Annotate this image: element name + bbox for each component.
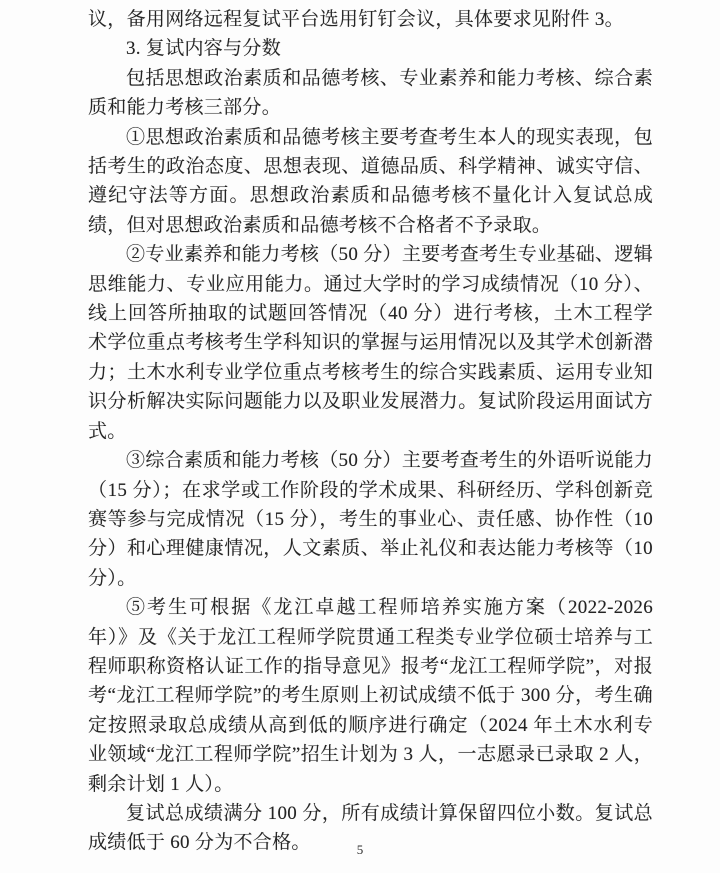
section-heading-reexam-content-and-scores: 3. 复试内容与分数: [126, 38, 282, 60]
item-paragraph-professional-ability: ②专业素养和能力考核（50 分）主要考查考生专业基础、逻辑思维能力、专业应用能力。通过大学时的学习成绩情况（10 分）、线上回答所抽取的试题回答情况（40 分）进行考核，土木工程学术学位重点考核考生学科知识的掌握与运用情况以及其学术创新潜力；土木水利专业学位重点考核考生的综合实践素质、运用专业知识分析解决实际问题能力以及职业发展潜力。复试阶段运用面试方式。: [88, 244, 653, 442]
total-score-rule-paragraph: 复试总成绩满分 100 分，所有成绩计算保留四位小数。复试总成绩低于 60 分为不合格。: [88, 802, 653, 854]
overview-paragraph: 包括思想政治素质和品德考核、专业素养和能力考核、综合素质和能力考核三部分。: [88, 67, 653, 119]
item-paragraph-comprehensive-quality: ③综合素质和能力考核（50 分）主要考查考生的外语听说能力（15 分）；在求学或工作阶段的学术成果、科研经历、学科创新竞赛等参与完成情况（15 分），考生的事业心、责任感、协作性（10 分）和心理健康情况，人文素质、举止礼仪和表达能力考核等（10 分）。: [88, 450, 653, 589]
item-paragraph-political-morality: ①思想政治素质和品德考核主要考查考生本人的现实表现，包括考生的政治态度、思想表现、道德品质、科学精神、诚实守信、遵纪守法等方面。思想政治素质和品德考核不量化计入复试总成绩，但对思想政治素质和品德考核不合格者不予录取。: [88, 126, 653, 236]
item-paragraph-longjiang-engineer-college: ⑤考生可根据《龙江卓越工程师培养实施方案（2022-2026 年）》及《关于龙江工程师学院贯通工程类专业学位硕士培养与工程师职称资格认证工作的指导意见》报考“龙江工程师学院”，对报考“龙江工程师学院”的考生原则上初试成绩不低于 300 分，考生确定按照录取总成绩从高到低的顺序进行确定（2024 年土木水利专业领域“龙江工程师学院”招生计划为 3 人，一志愿录已录取 2 人，剩余计划 1 人）。: [88, 597, 653, 795]
page-number: 5: [356, 842, 364, 857]
continuation-paragraph: 议，备用网络远程复试平台选用钉钉会议，具体要求见附件 3。: [88, 9, 624, 30]
page-body-text: [88, 5, 653, 858]
